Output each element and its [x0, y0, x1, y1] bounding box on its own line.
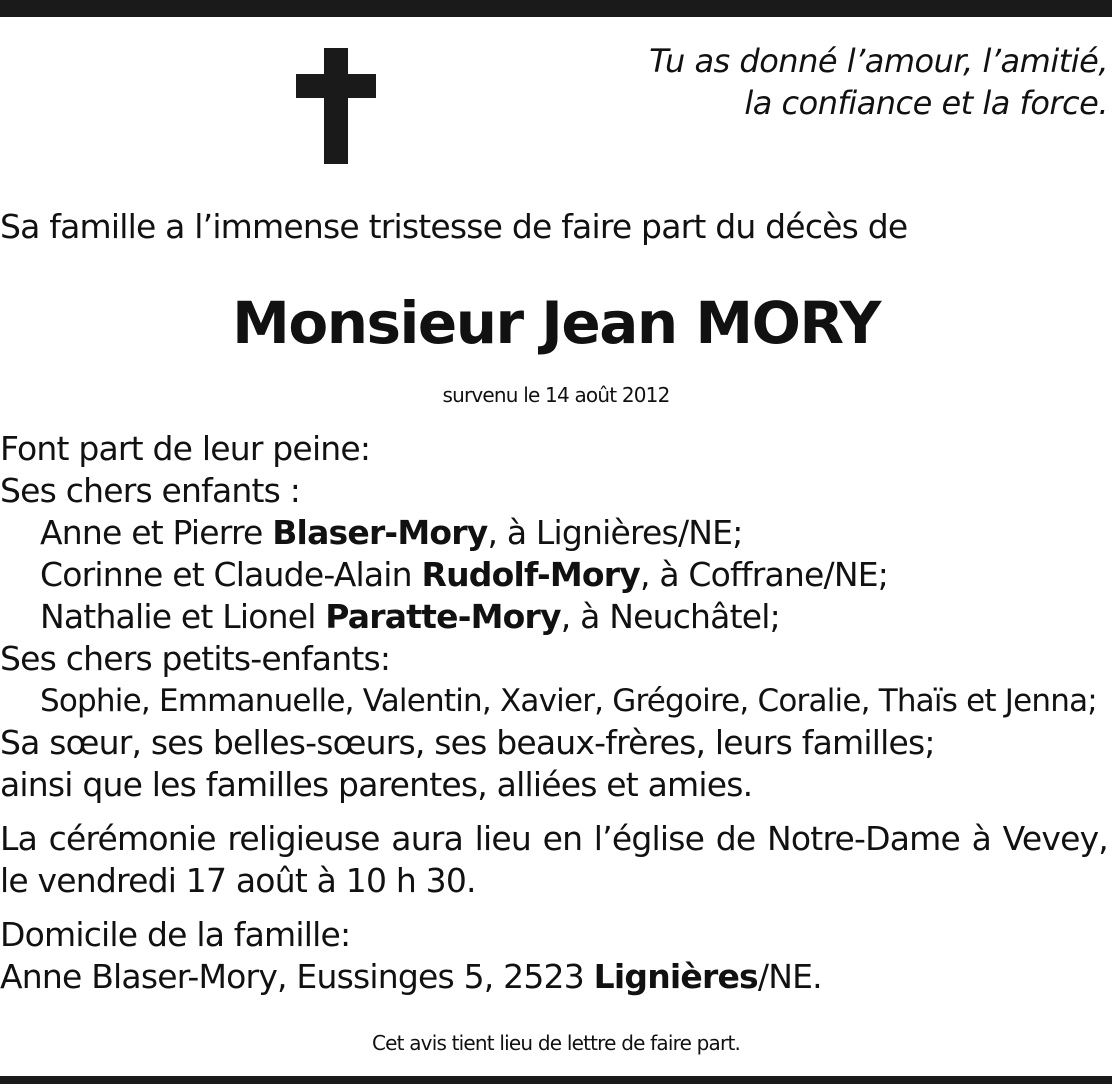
grandchildren-list: Sophie, Emmanuelle, Valentin, Xavier, Grégoire, Coralie, Thaïs et Jenna; — [40, 683, 1097, 719]
address-town: Lignières — [593, 957, 758, 996]
bottom-border-rule — [0, 1076, 1112, 1084]
child-place: , à Neuchâtel; — [560, 597, 780, 636]
mourners-heading: Font part de leur peine: — [0, 429, 371, 468]
epigraph-line-2: la confiance et la force. — [744, 84, 1108, 122]
child-given-names: Corinne et Claude-Alain — [40, 555, 422, 594]
top-border-rule — [0, 0, 1112, 17]
child-place: , à Lignières/NE; — [487, 513, 743, 552]
ceremony-text: La cérémonie religieuse aura lieu en l’église de Notre-Dame à Vevey, le vendredi 17 août à 10 h 30. — [0, 819, 1108, 900]
child-family-name: Blaser-Mory — [272, 513, 488, 552]
relatives-line: ainsi que les familles parentes, alliées et amies. — [0, 765, 753, 804]
grandchildren-heading: Ses chers petits-enfants: — [0, 639, 391, 678]
child-given-names: Nathalie et Lionel — [40, 597, 326, 636]
siblings-line: Sa sœur, ses belles-sœurs, ses beaux-frères, leurs familles; — [0, 723, 935, 762]
children-heading: Ses chers enfants : — [0, 471, 301, 510]
address-text: Anne Blaser-Mory, Eussinges 5, 2523 — [0, 957, 594, 996]
child-entry — [40, 554, 888, 596]
deceased-name: Monsieur Jean MORY — [232, 289, 880, 357]
child-entry — [40, 512, 743, 554]
domicile-heading: Domicile de la famille: — [0, 915, 351, 954]
child-given-names: Anne et Pierre — [40, 513, 273, 552]
cross-icon — [296, 48, 376, 164]
child-family-name: Rudolf-Mory — [421, 555, 640, 594]
child-entry — [40, 596, 780, 638]
epigraph — [548, 40, 1108, 124]
child-family-name: Paratte-Mory — [325, 597, 561, 636]
date-of-death: survenu le 14 août 2012 — [442, 383, 670, 407]
epigraph-line-1: Tu as donné l’amour, l’amitié, — [649, 42, 1108, 80]
child-place: , à Coffrane/NE; — [639, 555, 889, 594]
closing-note: Cet avis tient lieu de lettre de faire part. — [371, 1031, 741, 1055]
domicile-address — [0, 956, 822, 998]
address-suffix: /NE. — [757, 957, 822, 996]
intro-text: Sa famille a l’immense tristesse de faire part du décès de — [0, 207, 908, 246]
